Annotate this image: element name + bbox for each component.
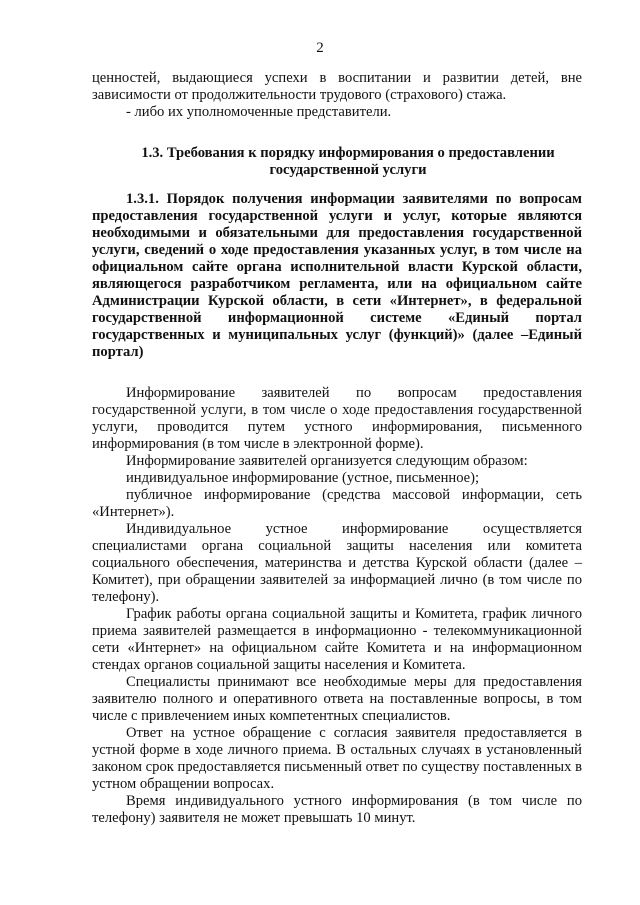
subsection-heading-block (92, 191, 582, 361)
paragraph-specialists: Специалисты принимают все необходимые меры для предоставления заявителю полного и оперативного ответа на поставленные вопросы, в том числе с привлечением иных компетентных специалистов. (92, 674, 582, 724)
paragraph-informing-ways: Информирование заявителей по вопросам предоставления государственной услуги, в том числе о ходе предоставления государственной услуги, проводится путем устного информирования, письменного информирования (в том числе в электронной форме). (92, 385, 582, 452)
paragraph-public: публичное информирование (средства массовой информации, сеть «Интернет»). (92, 487, 582, 520)
section-heading: 1.3. Требования к порядку информирования о предоставлении государственной услуги (141, 145, 555, 178)
paragraph-schedule: График работы органа социальной защиты и Комитета, график личного приема заявителей размещается в информационно - телекоммуникационной сети «Интернет» на официальном сайте Комитета и на информационном стендах органов социальной защиты населения и Комитета. (92, 606, 582, 673)
paragraph-oral-answer: Ответ на устное обращение с согласия заявителя предоставляется в устной форме в ходе личного приема. В остальных случаях в установленный законом срок предоставляется письменный ответ по существу поставленных в устном обращении вопросах. (92, 725, 582, 792)
subsection-heading: 1.3.1. Порядок получения информации заявителями по вопросам предоставления государственной услуги и услуг, которые являются необходимыми и обязательными для предоставления государственной услуги, сведений о ходе предоставления указанных услуг, в том числе на официальном сайте органа исполнительной власти Курской области, являющегося разработчиком регламента, или на официальном сайте Администрации Курской области, в сети «Интернет», в федеральной государственной информационной системе «Единый портал государственных и муниципальных услуг (функций)» (далее –Единый портал) (92, 191, 582, 360)
paragraph-time-limit: Время индивидуального устного информирования (в том числе по телефону) заявителя не может превышать 10 минут. (92, 793, 582, 826)
intro-continuation: ценностей, выдающиеся успехи в воспитании и развитии детей, вне зависимости от продолжительности трудового (страхового) стажа. (92, 70, 582, 103)
intro-representatives: - либо их уполномоченные представители. (126, 104, 392, 120)
body-paragraphs (92, 385, 582, 827)
paragraph-organization: Информирование заявителей организуется следующим образом: (126, 453, 528, 469)
intro-continuation-block (92, 70, 582, 121)
paragraph-individual: индивидуальное информирование (устное, письменное); (126, 470, 480, 486)
page-number: 2 (316, 40, 324, 56)
paragraph-oral-informing: Индивидуальное устное информирование осуществляется специалистами органа социальной защиты населения или комитета социального обеспечения, материнства и детства Курской области (далее – Комитет), при обращении заявителей за информацией лично (в том числе по телефону). (92, 521, 582, 605)
